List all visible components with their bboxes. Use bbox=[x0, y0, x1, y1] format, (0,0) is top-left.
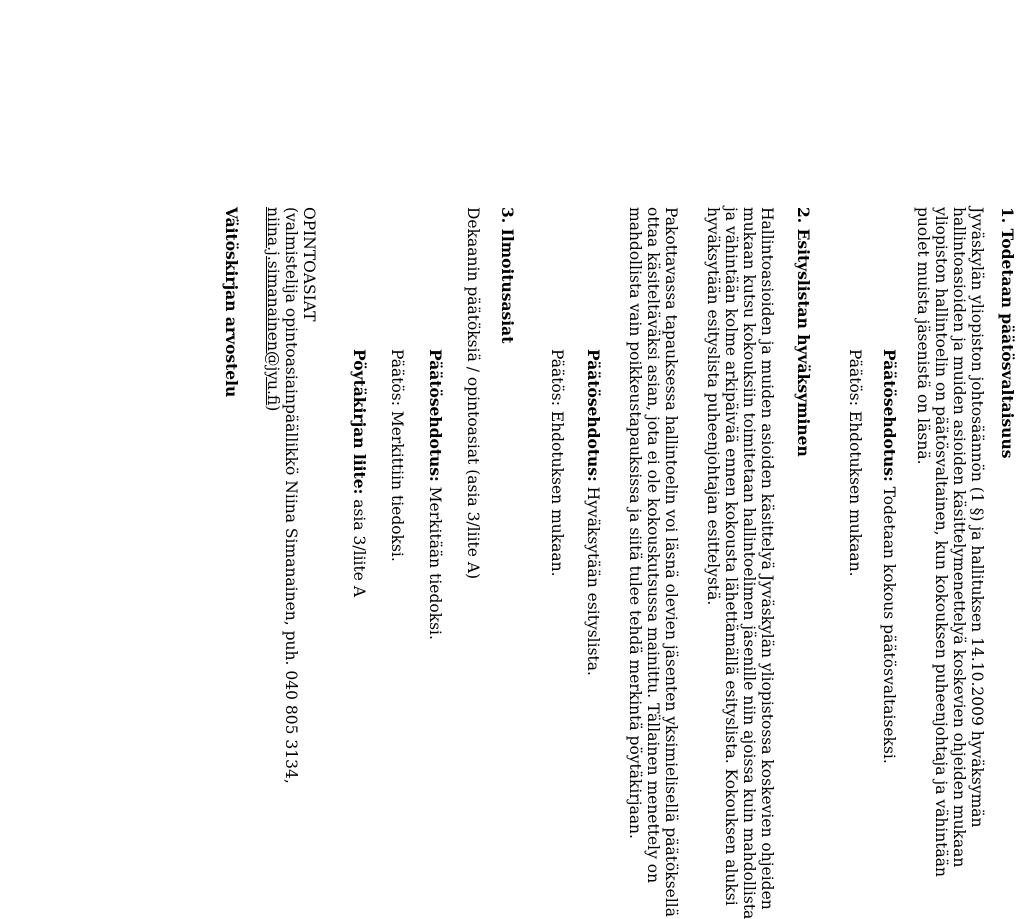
study-matters-title: OPINTOASIAT bbox=[300, 207, 318, 322]
section-1-body-line: hallintoasioiden ja muiden asioiden käsittelymenettelyä koskevien ohjeiden mukaan bbox=[950, 207, 968, 868]
section-2-body-line: mahdollista vain poikkeustapauksissa ja siitä tulee tehdä merkintä pöytäkirjaan. bbox=[626, 207, 644, 839]
section-1-decision: Päätös: Ehdotuksen mukaan. bbox=[846, 349, 864, 577]
section-2-body-line: hyväksytään esityslista puheenjohtajan esittelystä. bbox=[704, 207, 722, 606]
section-2-body-line: mukaan kutsu kokouksiin toimitetaan hallintoelimen jäsenille niin ajoissa kuin mahdollista bbox=[740, 207, 758, 919]
section-2-proposal: Päätösehdotus: Hyväksytään esityslista. bbox=[584, 349, 603, 676]
section-2-body-line: ottaa käsiteltäväksi asian, jota ei ole kokouskutsussa mainittu. Tällainen menettely on bbox=[644, 207, 662, 884]
section-2-decision: Päätös: Ehdotuksen mukaan. bbox=[548, 349, 566, 577]
section-2-body-line: Hallintoasioiden ja muiden asioiden käsittelyä Jyväskylän yliopistossa koskevien ohjeiden bbox=[758, 207, 776, 910]
study-matters-preparer: (valmistelija opintoasiainpäällikkö Niina Simanainen, puh. 040 805 3134, bbox=[282, 207, 300, 784]
section-1-body-line: puolet muista jäsenistä on läsnä. bbox=[914, 207, 932, 465]
section-1-heading: 1. Todetaan päätösvaltaisuus bbox=[998, 207, 1017, 459]
section-3-attachment: Pöytäkirjan liite: asia 3/liite A bbox=[350, 349, 369, 598]
email-link[interactable]: niina.j.simanainen@jyu.fi bbox=[264, 207, 282, 406]
section-3-heading: 3. Ilmoitusasiat bbox=[498, 207, 517, 344]
section-3-proposal: Päätösehdotus: Merkitään tiedoksi. bbox=[426, 349, 445, 640]
section-2-body-line: Pakottavassa tapauksessa hallintoelin voi läsnä olevien jäsenten yksimielisellä päätöksellä bbox=[662, 207, 680, 917]
section-2-heading: 2. Esityslistan hyväksyminen bbox=[794, 207, 813, 457]
section-1-body-line: yliopiston hallintoelin on päätösvaltainen, kun kokouksen puheenjohtaja ja vähintään bbox=[932, 207, 950, 877]
study-matters-email-line: niina.j.simanainen@jyu.fi) bbox=[264, 207, 282, 412]
section-3-body-line: Dekaanin päätöksiä / opintoasiat (asia 3/liite A) bbox=[464, 207, 482, 580]
section-2-body-line: ja vähintään kolme arkipäivää ennen kokousta lähettämällä esityslista. Kokouksen aluksi bbox=[722, 207, 740, 906]
section-3-decision: Päätös: Merkittiin tiedoksi. bbox=[388, 349, 406, 562]
thesis-heading: Väitöskirjan arvostelu bbox=[222, 207, 241, 398]
section-1-proposal: Päätösehdotus: Todetaan kokous päätösvaltaiseksi. bbox=[880, 349, 899, 764]
section-1-body-line: Jyväskylän yliopiston johtosäännön (1 §) ja hallituksen 14.10.2009 hyväksymän bbox=[968, 207, 986, 828]
